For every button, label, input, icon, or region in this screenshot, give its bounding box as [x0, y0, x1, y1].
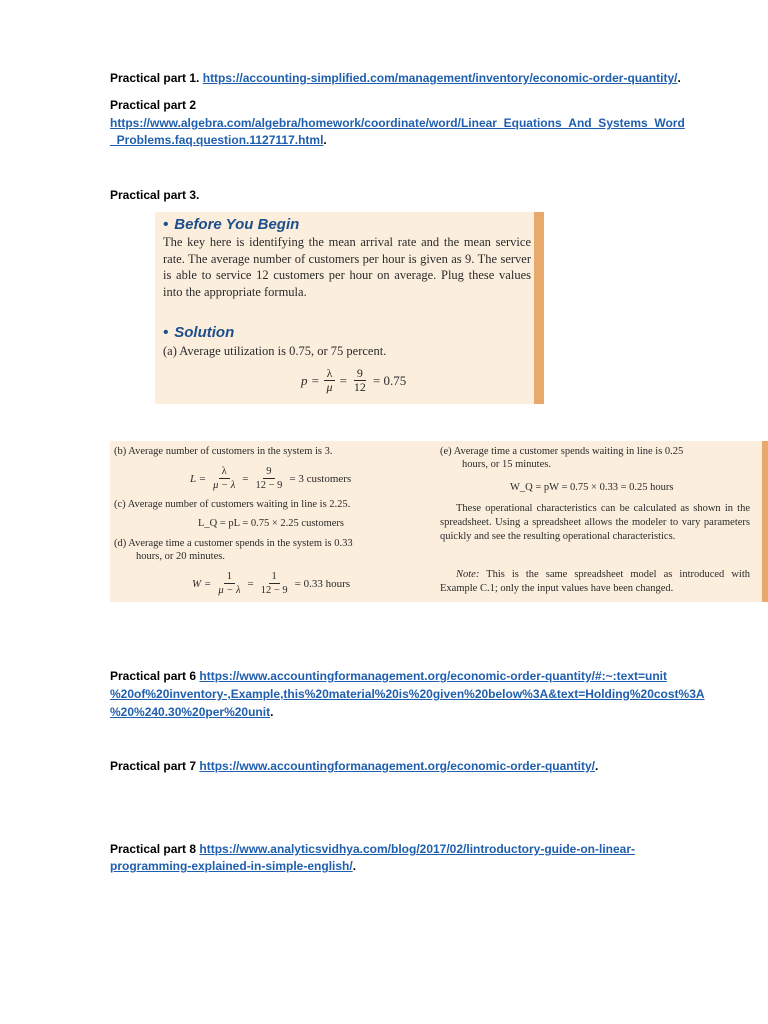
denominator: μ [326, 380, 333, 394]
fraction [252, 465, 285, 492]
part-2-link-line-2[interactable] [110, 131, 327, 149]
before-you-begin-text: The key here is identifying the mean arrival rate and the mean service rate. The average number of customers per hour is given as 9. The server is able to service 12 customers per hour on average. Plug these values into the appropriate formula. [163, 235, 531, 299]
part-6-link-cont[interactable]: %20of%20inventory-,Example,this%20material%20is%20given%20below%3A&text=Holding%20cost%3A [110, 687, 705, 701]
fraction [215, 570, 243, 597]
practical-part-8 [110, 840, 635, 858]
practical-part-6 [110, 667, 667, 685]
heading-text: Solution [174, 324, 235, 341]
item-e-line-1: (e) Average time a customer spends waiting in line is 0.25 [440, 446, 684, 457]
denominator: 12 [353, 380, 366, 394]
equation-e: W_Q = pW = 0.75 × 0.33 = 0.25 hours [510, 482, 674, 493]
before-you-begin-heading [163, 216, 299, 233]
denominator: μ − λ [218, 585, 241, 596]
eq-rhs: = 0.33 hours [294, 577, 351, 590]
operational-characteristics-paragraph: These operational characteristics can be calculated as shown in the spreadsheet. Using a spreadsheet allows the modeler to vary parameters quickly and see the resulting operational characteristics. [440, 503, 750, 542]
eq-rhs: = 0.75 [372, 372, 407, 388]
equation-b [190, 465, 351, 492]
eq-rhs: = 3 customers [289, 472, 352, 485]
part-8-link[interactable]: https://www.analyticsvidhya.com/blog/2017/02/lintroductory-guide-on-linear- [199, 842, 636, 856]
item-b: (b) Average number of customers in the system is 3. [114, 446, 333, 457]
part-label: Practical part 7 [110, 759, 197, 773]
part-6-link-cont[interactable]: %20%240.30%20per%20unit [110, 705, 271, 719]
part-8-link-line-2[interactable] [110, 857, 356, 875]
bullet-icon: • [163, 324, 169, 341]
equals: = [339, 372, 347, 388]
equals: = [242, 472, 249, 485]
fraction [324, 367, 336, 394]
practical-part-7 [110, 757, 598, 775]
numerator: λ [219, 465, 230, 479]
eq-lhs: p = [301, 372, 320, 388]
bullet-icon: • [163, 216, 169, 233]
suffix: . [270, 705, 274, 719]
part-label: Practical part 1. [110, 71, 200, 85]
solution-continued-box [110, 441, 768, 602]
part-1-link[interactable]: https://accounting-simplified.com/management/inventory/economic-order-quantity/ [202, 71, 678, 85]
part-6-link-line-3[interactable] [110, 703, 273, 721]
item-e-line-2: hours, or 15 minutes. [462, 459, 551, 470]
before-you-begin-box [155, 212, 544, 404]
note-paragraph [440, 568, 750, 596]
practical-part-3-label: Practical part 3. [110, 188, 200, 202]
part-7-link[interactable]: https://www.accountingformanagement.org/economic-order-quantity/ [199, 759, 595, 773]
equation-d [192, 570, 350, 597]
note-text: This is the same spreadsheet model as introduced with Example C.1; only the input values have been changed. [440, 569, 750, 594]
part-2-link[interactable]: https://www.algebra.com/algebra/homework/coordinate/word/Linear_Equations_And_Systems_Word [110, 116, 685, 130]
equals: = [247, 577, 254, 590]
equation-c: L_Q = pL = 0.75 × 2.25 customers [198, 518, 344, 529]
solution-heading [163, 324, 234, 341]
item-c: (c) Average number of customers waiting in line is 2.25. [114, 499, 351, 510]
part-8-link-cont[interactable]: programming-explained-in-simple-english/ [110, 859, 353, 873]
suffix: . [352, 859, 357, 873]
box-accent-stripe [534, 212, 544, 404]
part-6-link-line-2[interactable] [110, 685, 705, 703]
item-d-line-1: (d) Average time a customer spends in the system is 0.33 [114, 538, 353, 549]
denominator: μ − λ [213, 480, 236, 491]
numerator: λ [324, 367, 336, 381]
practical-part-2-label: Practical part 2 [110, 98, 197, 112]
part-2-link-cont[interactable]: _Problems.faq.question.1127117.html [110, 133, 324, 147]
suffix: . [323, 133, 327, 147]
numerator: 9 [354, 367, 366, 381]
fraction [258, 570, 291, 597]
eq-lhs: W = [192, 577, 212, 590]
suffix: . [677, 71, 681, 85]
part-2-link-line-1[interactable] [110, 114, 685, 132]
part-label: Practical part 6 [110, 669, 197, 683]
utilization-equation [301, 367, 406, 394]
part-label: Practical part 8 [110, 842, 197, 856]
heading-text: Before You Begin [174, 216, 300, 233]
fraction [210, 465, 238, 492]
practical-part-1 [110, 69, 681, 87]
note-label: Note: [456, 569, 480, 580]
denominator: 12 − 9 [260, 585, 288, 596]
numerator: 1 [224, 570, 235, 584]
suffix: . [594, 759, 599, 773]
denominator: 12 − 9 [255, 480, 283, 491]
box-accent-stripe [762, 441, 768, 602]
part-6-link[interactable]: https://www.accountingformanagement.org/economic-order-quantity/#:~:text=unit [199, 669, 667, 683]
numerator: 9 [263, 465, 274, 479]
eq-lhs: L = [190, 472, 207, 485]
item-d-line-2: hours, or 20 minutes. [136, 551, 225, 562]
fraction [351, 367, 369, 394]
numerator: 1 [269, 570, 280, 584]
solution-item-a: (a) Average utilization is 0.75, or 75 percent. [163, 344, 387, 358]
